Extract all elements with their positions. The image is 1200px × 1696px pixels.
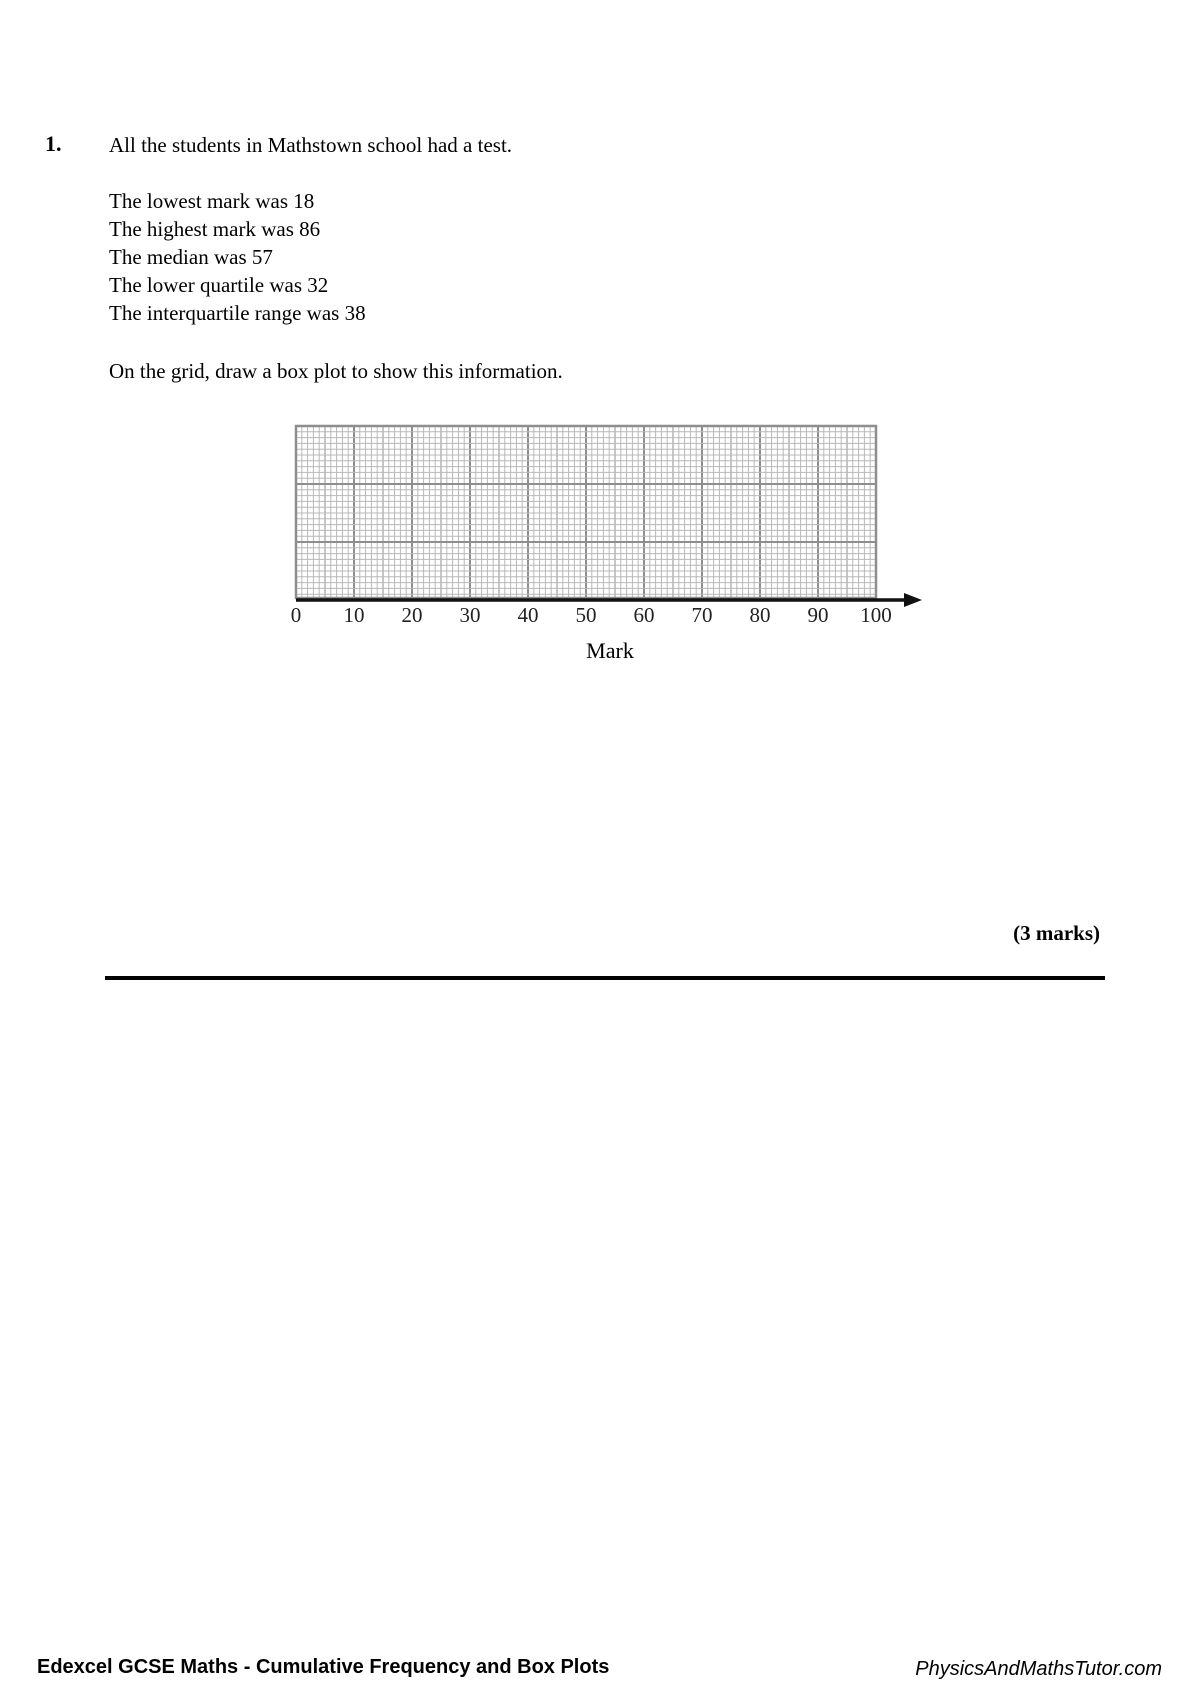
fact-median: The median was 57 (109, 245, 273, 269)
x-tick-label: 40 (517, 603, 539, 627)
fact-lowest: The lowest mark was 18 (109, 189, 315, 213)
fact-highest: The highest mark was 86 (109, 217, 321, 241)
x-tick-labels (291, 603, 892, 627)
x-tick-label: 60 (633, 603, 655, 627)
x-tick-label: 10 (343, 603, 365, 627)
x-tick-label: 80 (749, 603, 771, 627)
answer-grid[interactable] (0, 0, 1200, 700)
grid-lines (296, 426, 876, 600)
x-axis-label: Mark (586, 638, 634, 663)
question-number: 1. (45, 131, 62, 156)
x-axis-arrow (904, 593, 922, 607)
footer-course-title: Edexcel GCSE Maths - Cumulative Frequency and Box Plots (37, 1656, 610, 1678)
x-tick-label: 50 (575, 603, 597, 627)
footer-site-name: PhysicsAndMathsTutor.com (915, 1658, 1162, 1680)
section-divider (105, 976, 1105, 980)
question-intro: All the students in Mathstown school had a test. (109, 133, 513, 157)
x-tick-label: 30 (459, 603, 481, 627)
fact-interquartile-range: The interquartile range was 38 (109, 301, 366, 325)
x-tick-label: 20 (401, 603, 423, 627)
answer-grid-area (0, 0, 1200, 705)
marks-allocation: (3 marks) (1013, 921, 1100, 945)
x-tick-label: 0 (290, 603, 302, 627)
x-tick-label: 100 (860, 603, 892, 627)
x-tick-label: 90 (807, 603, 829, 627)
fact-lower-quartile: The lower quartile was 32 (109, 273, 329, 297)
x-tick-label: 70 (691, 603, 713, 627)
question-instruction: On the grid, draw a box plot to show this information. (109, 359, 563, 383)
